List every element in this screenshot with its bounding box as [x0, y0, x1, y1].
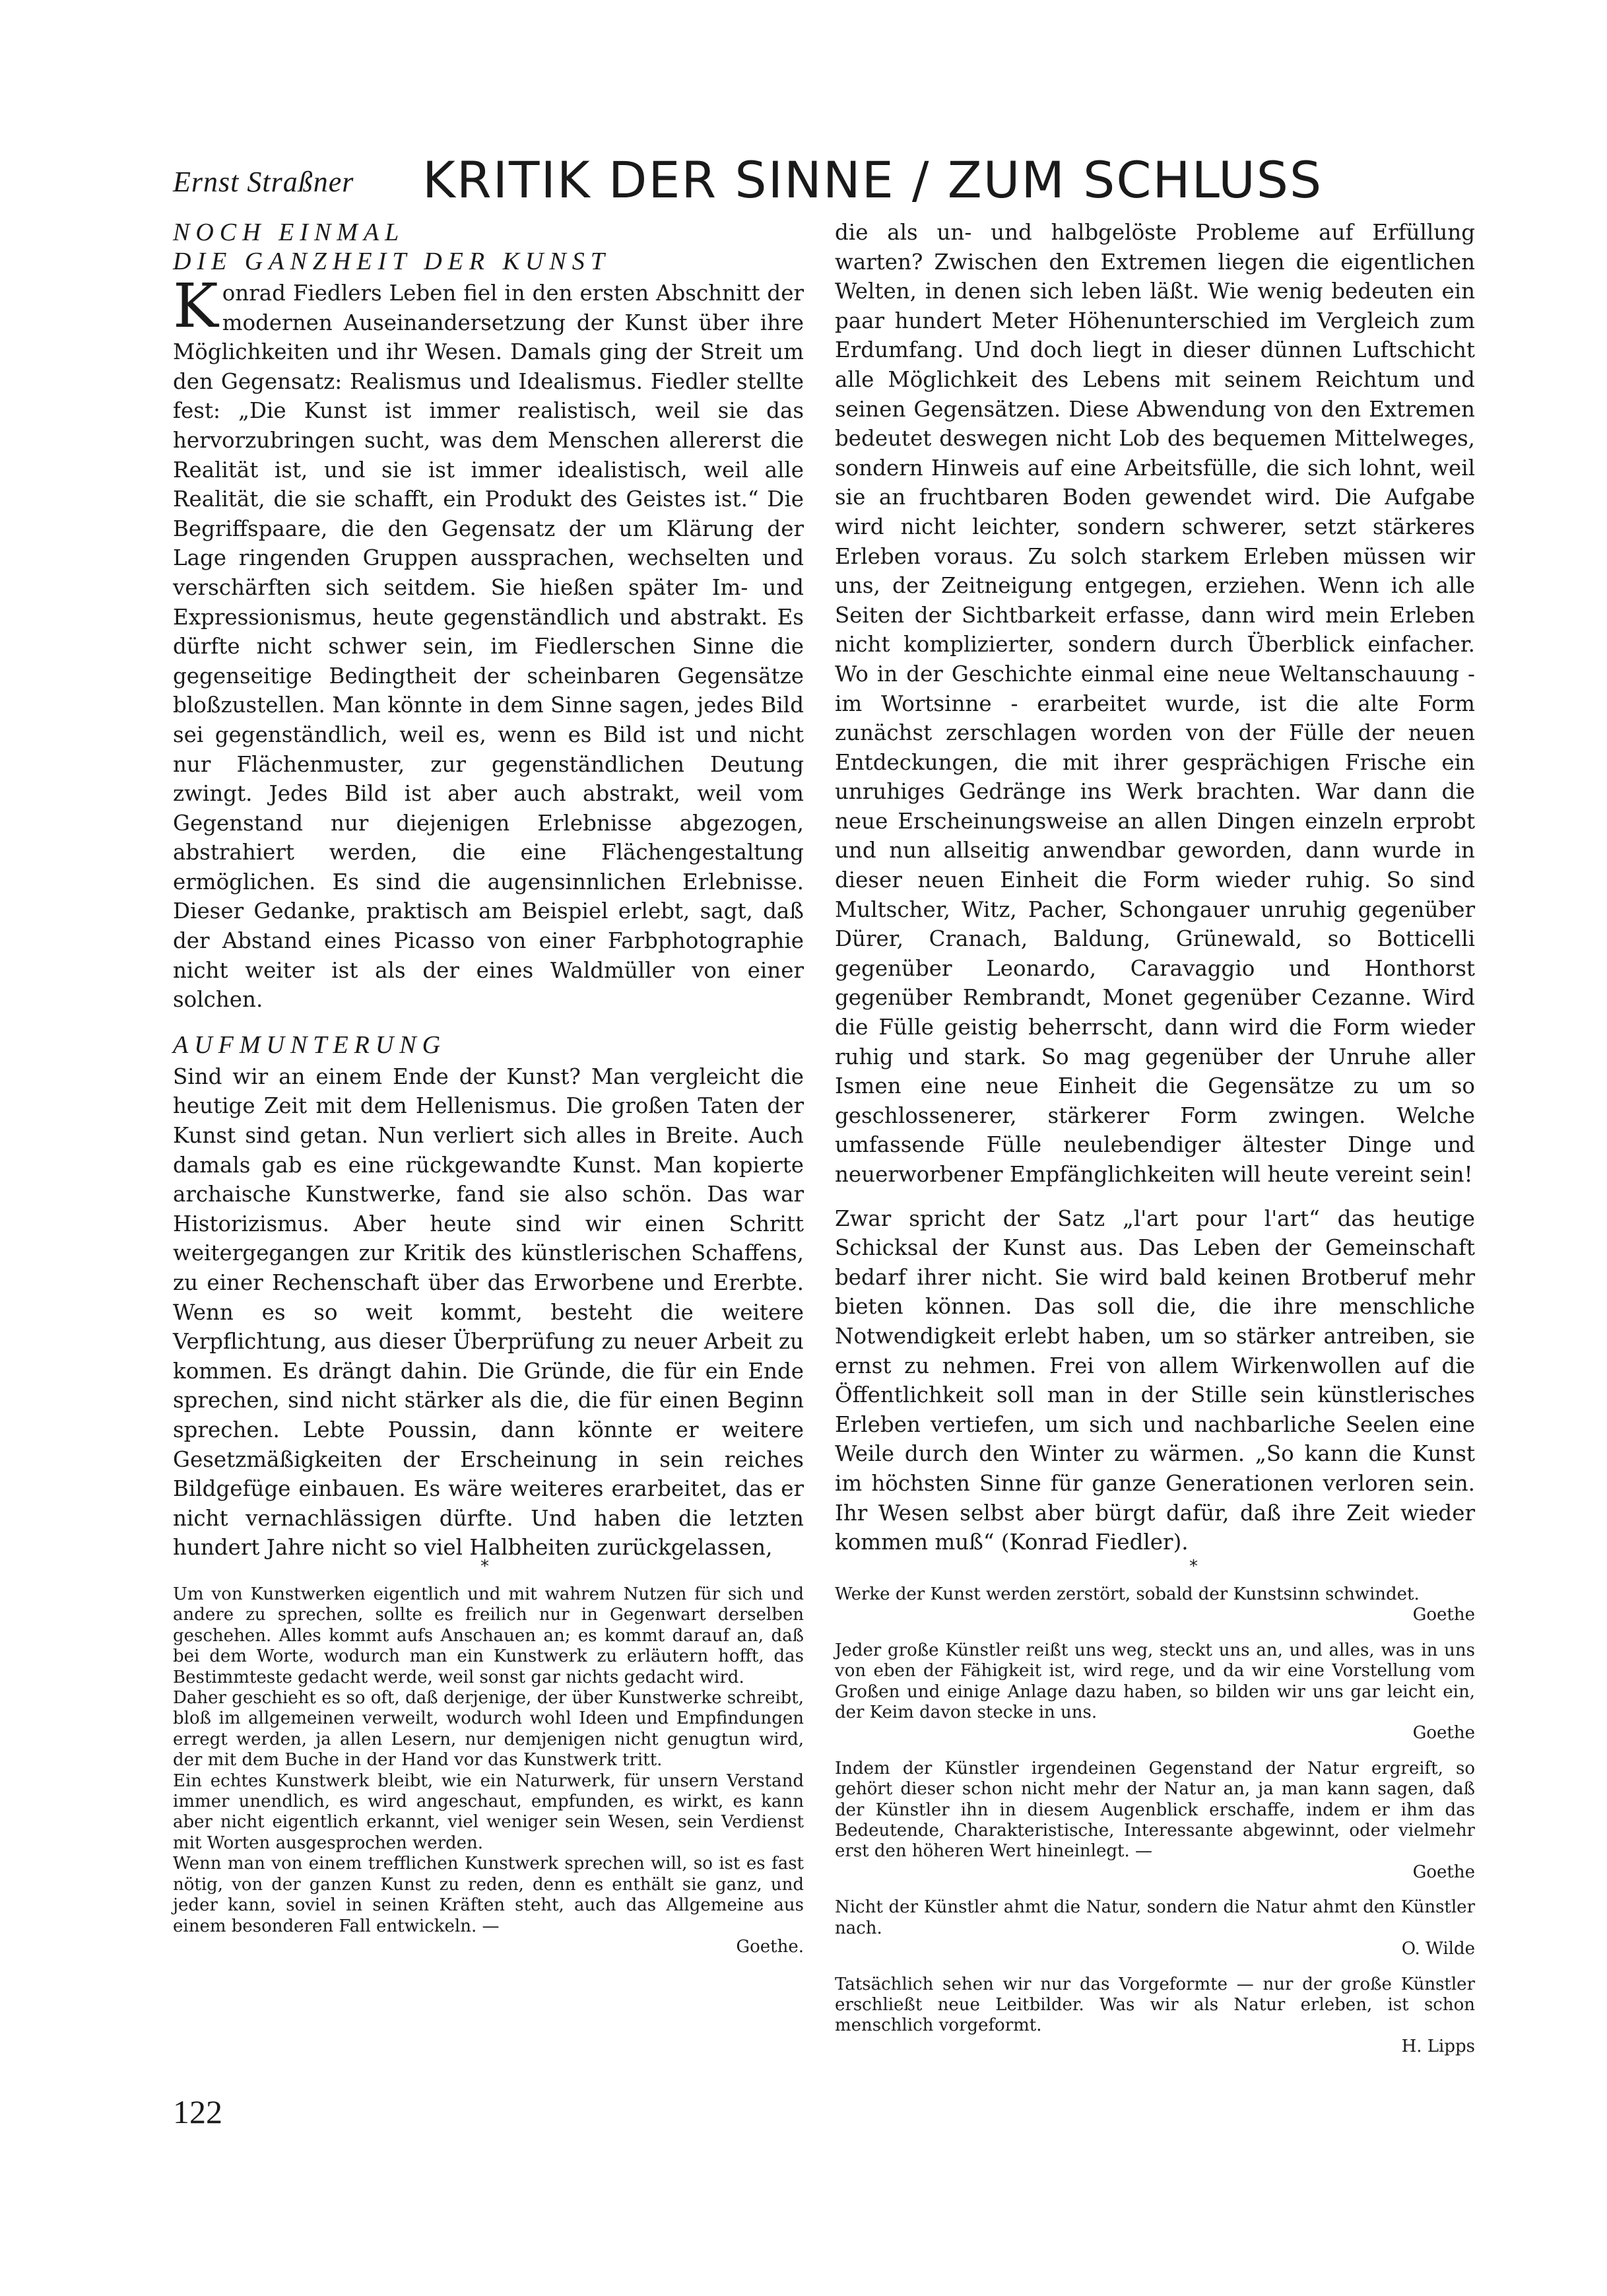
- page-number: 122: [173, 2093, 222, 2130]
- section-heading-1-line2: DIE GANZHEIT DER KUNST: [173, 248, 610, 275]
- article-title: KRITIK DER SINNE / ZUM SCHLUSS: [422, 151, 1323, 209]
- section-heading-1: [173, 218, 804, 276]
- quote-author: O. Wilde: [1401, 1939, 1475, 1959]
- separator-asterisk-left: *: [480, 1557, 489, 1576]
- paragraph-lart-pour-lart: Zwar spricht der Satz „l'art pour l'art“ das heutige Schicksal der Kunst aus. Das Leben der Gemeinschaft bedarf ihrer nicht. Sie wird bald keinen Brotberuf mehr bieten können. Das soll die, die ihre menschliche Notwendigkeit erlebt haben, um so stärker antreiben, sie ernst zu nehmen. Frei von allem Wirkenwollen auf die Öffentlichkeit soll man in der Stille sein künstlerisches Erleben vertiefen, um sich und nachbarliche Seelen eine Weile durch den Winter zu wärmen. „So kann die Kunst im höchsten Sinne für ganze Generationen verloren sein. Ihr Wesen selbst aber bürgt dafür, daß ihre Zeit wieder kommen muß“ (Konrad Fiedler).: [835, 1205, 1475, 1555]
- paragraph-extremes: die als un- und halbgelöste Probleme auf Erfüllung warten? Zwischen den Extremen liegen die eigentlichen Welten, in denen sich leben läßt. Wie wenig bedeuten ein paar hundert Meter Höhenunterschied im Vergleich zum Erdumfang. Und doch liegt in dieser dünnen Luftschicht alle Möglichkeit des Lebens mit seinem Reichtum und seinen Gegensätzen. Diese Abwendung von den Extremen bedeutet deswegen nicht Lob des bequemen Mittelweges, sondern Hinweis auf eine Arbeitsfülle, die sich lohnt, weil sie an fruchtbaren Boden gewendet wird. Die Aufgabe wird nicht leichter, sondern schwerer, setzt stärkeres Erleben voraus. Zu solch starkem Erleben müssen wir uns, der Zeitneigung entgegen, erziehen. Wenn ich alle Seiten der Sichtbarkeit erfasse, dann wird mein Erleben nicht komplizierter, sondern durch Überblick einfacher. Wo in der Geschichte einmal eine neue Weltanschauung - im Wortsinne - erarbeitet wurde, ist die alte Form zunächst zerschlagen worden von der Fülle der neuen Entdeckungen, die mit ihrer gesprächigen Frische ein unruhiges Gedränge ins Werk brachten. War dann die neue Erscheinungsweise an allen Dingen einzeln erprobt und nun allseitig anwendbar geworden, dann wurde in dieser neuen Einheit die Form wieder ruhig. So sind Multscher, Witz, Pacher, Schongauer unruhig gegenüber Dürer, Cranach, Baldung, Grünewald, so Botticelli gegenüber Leonardo, Caravaggio und Honthorst gegenüber Rembrandt, Monet gegenüber Cezanne. Wird die Fülle geistig beherrscht, dann wird die Form wieder ruhig und stark. So mag gegenüber der Unruhe aller Ismen eine neue Einheit die Gegensätze zu um so geschlossenerer, stärkerer Form zwingen. Welche umfassende Fülle neulebendiger ältester Dinge und neuerworbener Empfänglichkeiten will heute vereint sein!: [835, 220, 1475, 1187]
- quote-group: [835, 1897, 1475, 1959]
- right-column: [835, 218, 1475, 1557]
- section-heading-2: AUFMUNTERUNG: [173, 1030, 447, 1059]
- quote-block: Indem der Künstler irgendeinen Gegenstand der Natur ergreift, so gehört dieser schon nicht mehr der Natur an, ja man kann sagen, daß der Künstler ihn in diesem Augenblick erschaffe, indem er ihm das Bedeutende, Charakteristische, Interessante abgewinnt, oder vielmehr erst den höheren Wert hineinlegt. —: [835, 1758, 1475, 1862]
- quote-group: [835, 1640, 1475, 1744]
- paragraph-fiedler-text: onrad Fiedlers Leben fiel in den ersten Abschnitt der modernen Auseinandersetzung der Kunst über ihre Möglichkeiten und ihr Wesen. Damals ging der Streit um den Gegensatz: Realismus und Idealismus. Fiedler stellte fest: „Die Kunst ist immer realistisch, weil sie das hervorzubringen sucht, was dem Menschen allererst die Realität ist, und sie ist immer idealistisch, weil alle Realität, die sie schafft, ein Produkt des Geistes ist.“ Die Begriffspaare, die den Gegensatz der um Klärung der Lage ringenden Gruppen aussprachen, wechselten und verschärften sich seitdem. Sie hießen später Im- und Expressionismus, heute gegenständlich und abstrakt. Es dürfte nicht schwer sein, im Fiedlerschen Sinne die gegenseitige Bedingtheit der scheinbaren Gegensätze bloßzustellen. Man könnte in dem Sinne sagen, jedes Bild sei gegenständlich, weil es, wenn es Bild ist und nicht nur Flächenmuster, zur gegenständlichen Deutung zwingt. Jedes Bild ist aber auch abstrakt, weil vom Gegenstand nur diejenigen Erlebnisse abgezogen, abstrahiert werden, die eine Flächengestaltung ermöglichen. Es sind die augensinnlichen Erlebnisse. Dieser Gedanke, praktisch am Beispiel erlebt, sagt, daß der Abstand eines Picasso von einer Farbphotographie nicht weiter ist als der eines Waldmüller von einer solchen.: [173, 281, 804, 1013]
- quote-author: Goethe: [1412, 1605, 1475, 1625]
- quote-block: Daher geschieht es so oft, daß derjenige, der über Kunstwerke schreibt, bloß im allgemeinen verweilt, wodurch wohl Ideen und Empfindungen erregt werden, ja allen Lesern, nur demjenigen nicht genugtun wird, der mit dem Buche in der Hand vor das Kunstwerk tritt.: [173, 1688, 804, 1771]
- quote-block: Werke der Kunst werden zerstört, sobald der Kunstsinn schwindet.: [835, 1584, 1420, 1604]
- quote-block: Jeder große Künstler reißt uns weg, steckt uns an, und alles, was in uns von eben der Fähigkeit ist, wird rege, und da wir eine Vorstellung vom Großen und einige Anlage dazu haben, so bilden wir uns gar leicht ein, der Keim davon stecke in uns.: [835, 1640, 1475, 1723]
- quote-group: [835, 1759, 1475, 1883]
- quote-block: Ein echtes Kunstwerk bleibt, wie ein Naturwerk, für unsern Verstand immer unendlich, es wird angeschaut, empfunden, es wirkt, es kann aber nicht eigentlich erkannt, viel weniger sein Wesen, sein Verdienst mit Worten ausgesprochen werden.: [173, 1771, 804, 1853]
- paragraph-fiedler: [173, 271, 804, 1015]
- quotes-right: [835, 1584, 1475, 2057]
- drop-cap: K: [173, 271, 218, 341]
- quotes-left: [173, 1584, 804, 1957]
- quote-block: Um von Kunstwerken eigentlich und mit wahrem Nutzen für sich und andere zu sprechen, sollte es freilich nur in Gegenwart derselben geschehen. Alles kommt aufs Anschauen an; es kommt darauf an, daß bei dem Worte, wodurch man ein Kunstwerk zu erläutern hofft, das Bestimmteste gedacht werde, weil sonst gar nichts gedacht wird.: [173, 1584, 804, 1687]
- quote-author: Goethe.: [736, 1936, 804, 1957]
- quote-group: [835, 1975, 1475, 2058]
- quote-block: Tatsächlich sehen wir nur das Vorgeformte — nur der große Künstler erschließt neue Leitbilder. Was wir als Natur erleben, ist schon menschlich vorgeformt.: [835, 1974, 1475, 2036]
- quote-author: Goethe: [1412, 1723, 1475, 1743]
- paragraph-aufmunterung: Sind wir an einem Ende der Kunst? Man vergleicht die heutige Zeit mit dem Hellenismus. Die großen Taten der Kunst sind getan. Nun verliert sich alles in Breite. Auch damals gab es eine rückgewandte Kunst. Man kopierte archaische Kunstwerke, fand sie also schön. Das war Historizismus. Aber heute sind wir einen Schritt weitergegangen zur Kritik des künstlerischen Schaffens, zu einer Rechenschaft über das Erworbene und Ererbte. Wenn es so weit kommt, besteht die weitere Verpflichtung, aus dieser Überprüfung zu neuer Arbeit zu kommen. Es drängt dahin. Die Gründe, die für ein Ende sprechen, sind nicht stärker als die, die für einen Beginn sprechen. Lebte Poussin, dann könnte er weitere Gesetzmäßigkeiten der Erscheinung in sein reiches Bildgefüge einbauen. Es wäre weiteres erarbeitet, das er nicht vernachlässigen dürfte. Und haben die letzten hundert Jahre nicht so viel Halbheiten zurückgelassen,: [173, 1064, 804, 1561]
- quote-author: H. Lipps: [1401, 2036, 1475, 2056]
- quote-block: Nicht der Künstler ahmt die Natur, sondern die Natur ahmt den Künstler nach.: [835, 1897, 1475, 1938]
- quote-author: Goethe: [1412, 1862, 1475, 1882]
- quote-group: [835, 1584, 1475, 1626]
- section-heading-1-line1: NOCH EINMAL: [173, 219, 405, 246]
- quote-block: Wenn man von einem trefflichen Kunstwerk sprechen will, so ist es fast nötig, von der ganzen Kunst zu reden, denn es enthält sie ganz, und jeder kann, soviel in seinen Kräften steht, auch das Allgemeine aus einem besonderen Fall entwickeln. —: [173, 1854, 804, 1936]
- separator-asterisk-right: *: [1189, 1557, 1198, 1576]
- author-name: Ernst Straßner: [173, 166, 354, 198]
- left-column: [173, 218, 804, 1563]
